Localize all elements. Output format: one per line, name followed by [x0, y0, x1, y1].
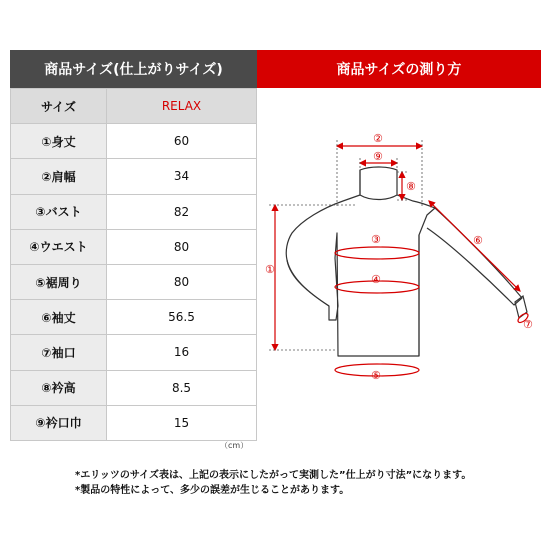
row-label: ④ウエスト — [11, 229, 107, 264]
row-value: 56.5 — [107, 300, 257, 335]
table-row — [11, 300, 257, 335]
table-row — [11, 405, 257, 440]
row-label: ⑧衿高 — [11, 370, 107, 405]
table-row — [11, 335, 257, 370]
row-value: 15 — [107, 405, 257, 440]
guide-lines — [269, 140, 422, 350]
row-value: 8.5 — [107, 370, 257, 405]
row-label: ⑤裾周り — [11, 264, 107, 299]
table-row — [11, 194, 257, 229]
size-table — [10, 88, 257, 441]
marker-length: ① — [265, 263, 275, 276]
measure-guide-title: 商品サイズの測り方 — [257, 50, 541, 88]
table-row — [11, 159, 257, 194]
table-row — [11, 264, 257, 299]
row-value: 34 — [107, 159, 257, 194]
column-label-size: サイズ — [11, 89, 107, 124]
marker-labels — [265, 132, 533, 382]
unit-label: （cm） — [220, 441, 249, 450]
footnote: *エリッツのサイズ表は、上記の表示にしたがって実測した”仕上がり寸法”になります。 — [75, 470, 472, 481]
row-value: 60 — [107, 124, 257, 159]
measurement-lines — [275, 146, 530, 376]
table-header-row — [11, 89, 257, 124]
garment-diagram — [257, 88, 541, 438]
marker-waist: ④ — [371, 273, 381, 286]
marker-neck-height: ⑧ — [406, 180, 416, 193]
row-value: 16 — [107, 335, 257, 370]
row-value: 80 — [107, 229, 257, 264]
row-value: 80 — [107, 264, 257, 299]
column-label-relax: RELAX — [107, 89, 257, 124]
table-row — [11, 229, 257, 264]
marker-hem: ⑤ — [371, 369, 381, 382]
row-label: ⑦袖口 — [11, 335, 107, 370]
row-label: ②肩幅 — [11, 159, 107, 194]
marker-bust: ③ — [371, 233, 381, 246]
marker-sleeve-length: ⑥ — [473, 234, 483, 247]
marker-neck-width: ⑨ — [373, 150, 383, 163]
table-row — [11, 124, 257, 159]
footnote: *製品の特性によって、多少の誤差が生じることがあります。 — [75, 485, 350, 496]
marker-cuff: ⑦ — [523, 318, 533, 331]
table-row — [11, 370, 257, 405]
row-label: ①身丈 — [11, 124, 107, 159]
row-value: 82 — [107, 194, 257, 229]
size-table-title: 商品サイズ(仕上がりサイズ) — [10, 50, 257, 88]
row-label: ⑥袖丈 — [11, 300, 107, 335]
row-label: ③バスト — [11, 194, 107, 229]
row-label: ⑨衿口巾 — [11, 405, 107, 440]
marker-shoulder: ② — [373, 132, 383, 145]
footnotes — [75, 468, 471, 498]
